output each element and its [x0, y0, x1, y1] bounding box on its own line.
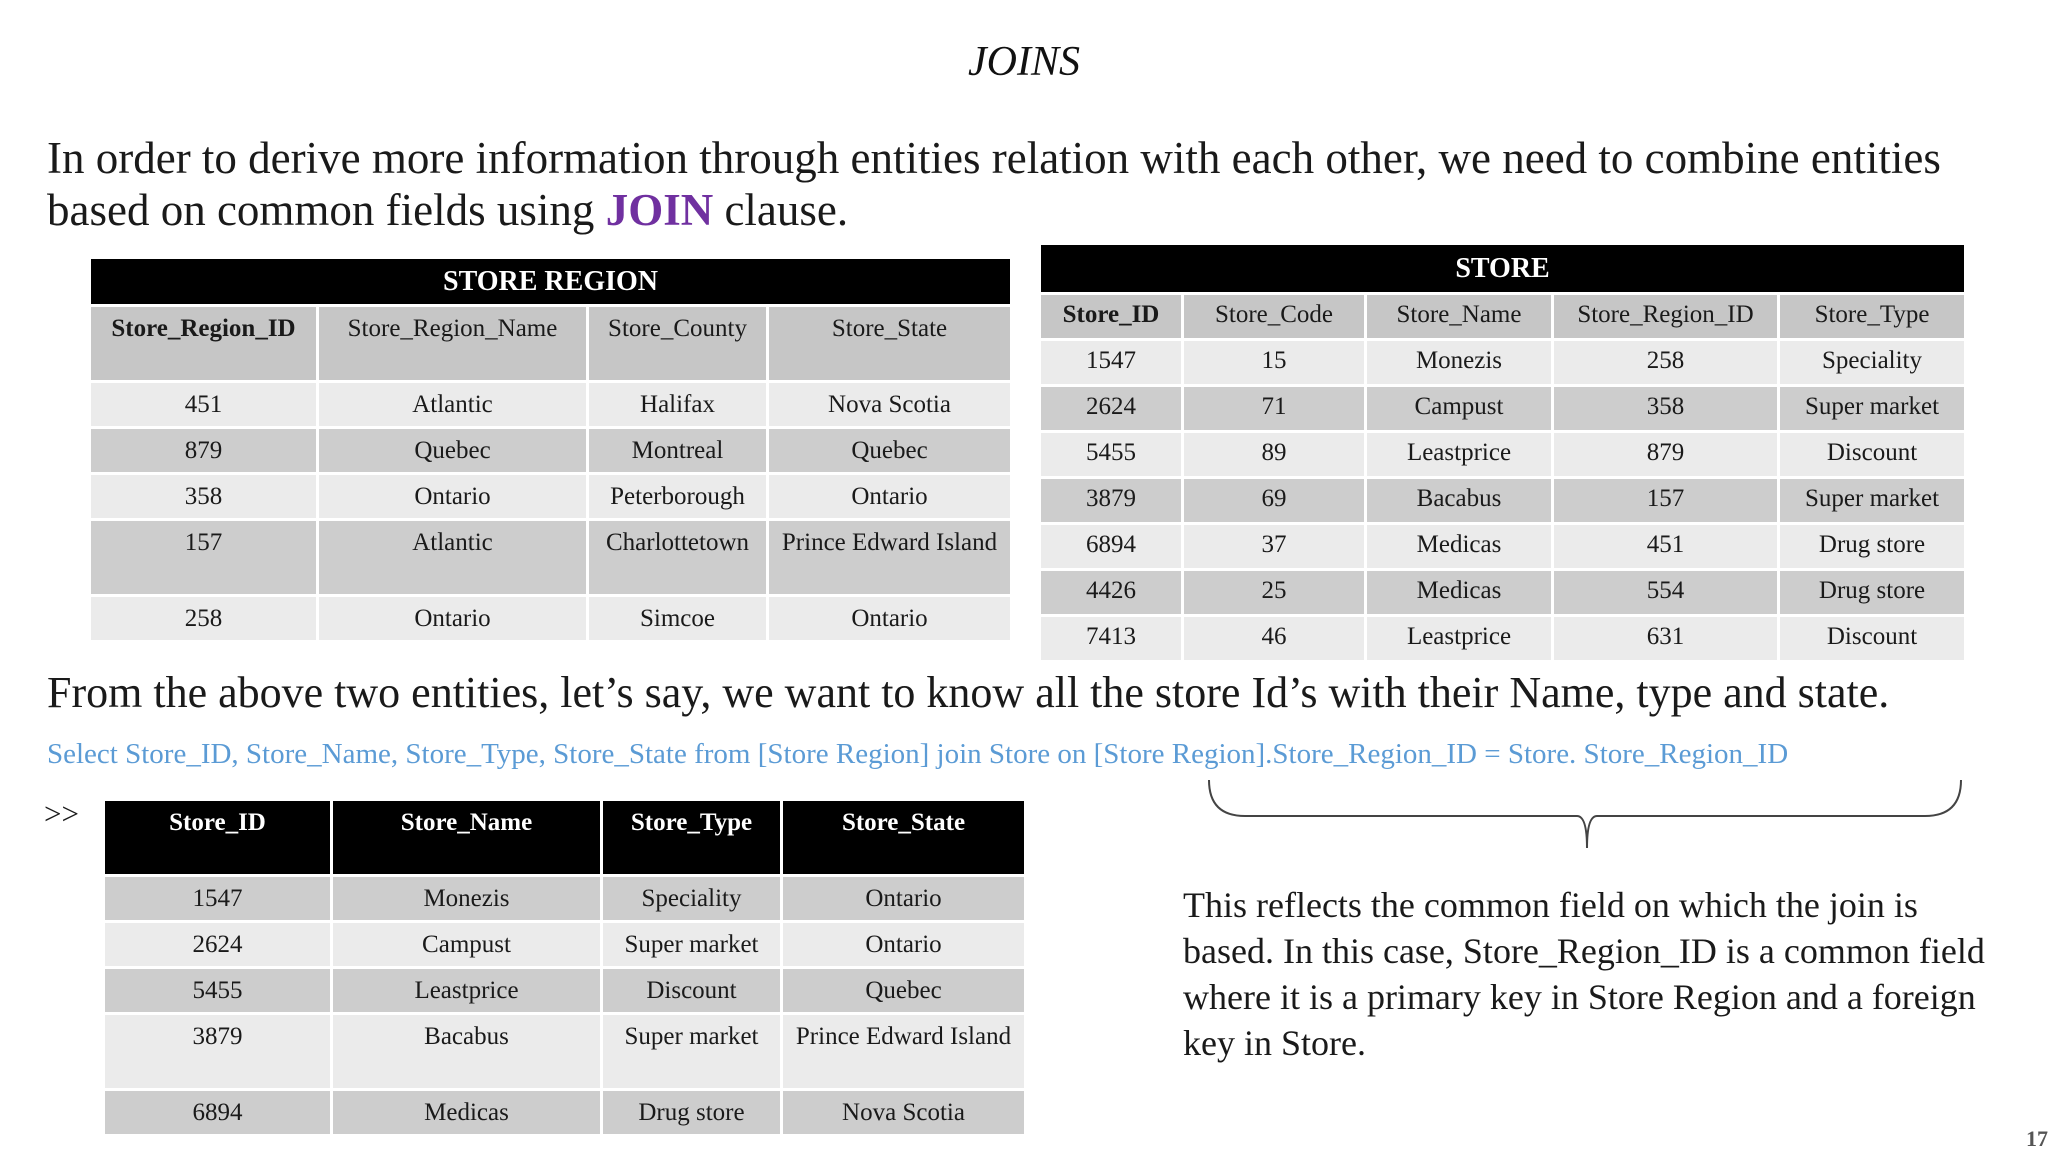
table-cell: Drug store [1779, 570, 1966, 616]
table-cell: 69 [1183, 478, 1366, 524]
table-cell: Ontario [318, 596, 588, 642]
table-cell: 5455 [104, 968, 332, 1014]
table-header-row [104, 800, 1026, 876]
table-cell: Discount [1779, 616, 1966, 662]
table-row [90, 520, 1012, 596]
table-cell: 4426 [1040, 570, 1183, 616]
table-cell: Halifax [588, 382, 768, 428]
intro-paragraph [47, 132, 2037, 236]
table-cell: Charlottetown [588, 520, 768, 596]
table-row [1040, 478, 1966, 524]
question-sentence: From the above two entities, let’s say, we want to know all the store Id’s with their Name, type and state. [47, 668, 1890, 717]
table-cell: 3879 [104, 1014, 332, 1090]
table-cell: 358 [1553, 386, 1779, 432]
table-cell: Ontario [768, 474, 1012, 520]
table-cell: 6894 [104, 1090, 332, 1136]
table-cell: Ontario [318, 474, 588, 520]
table-cell: Monezis [332, 876, 602, 922]
table-cell: 258 [90, 596, 318, 642]
table-row [1040, 570, 1966, 616]
store-region-table [88, 256, 1013, 643]
sql-query: Select Store_ID, Store_Name, Store_Type, Store_State from [Store Region] join Store on [Store Region].Store_Region_ID = Store. Store_Region_ID [47, 738, 1789, 770]
table-cell: Ontario [768, 596, 1012, 642]
table-row [104, 922, 1026, 968]
table-cell: Drug store [1779, 524, 1966, 570]
column-header: Store_Name [1366, 294, 1553, 340]
join-keyword: JOIN [605, 185, 714, 235]
table-cell: Quebec [768, 428, 1012, 474]
column-header: Store_ID [1040, 294, 1183, 340]
column-header: Store_Region_ID [1553, 294, 1779, 340]
table-cell: Bacabus [332, 1014, 602, 1090]
table-cell: Medicas [1366, 524, 1553, 570]
intro-text-after: clause. [713, 185, 849, 235]
column-header: Store_State [782, 800, 1026, 876]
table-cell: Leastprice [1366, 616, 1553, 662]
table-cell: Super market [602, 1014, 782, 1090]
table-cell: 879 [90, 428, 318, 474]
table-cell: Quebec [318, 428, 588, 474]
table-cell: 157 [90, 520, 318, 596]
table-cell: 1547 [104, 876, 332, 922]
column-header: Store_Region_Name [318, 306, 588, 382]
table-cell: 7413 [1040, 616, 1183, 662]
result-table [102, 798, 1027, 1137]
table-cell: Nova Scotia [782, 1090, 1026, 1136]
page-number: 17 [2026, 1126, 2048, 1151]
join-explanation-note: This reflects the common field on which the join is based. In this case, Store_Region_ID is a common field where it is a primary key in Store Region and a foreign key in Store. [1183, 885, 1985, 1063]
table-cell: 46 [1183, 616, 1366, 662]
table-cell: 15 [1183, 340, 1366, 386]
table-row [90, 596, 1012, 642]
table-cell: Atlantic [318, 382, 588, 428]
table-cell: Super market [602, 922, 782, 968]
column-header: Store_Region_ID [90, 306, 318, 382]
table-row [104, 1014, 1026, 1090]
table-cell: 3879 [1040, 478, 1183, 524]
column-header: Store_ID [104, 800, 332, 876]
table-cell: 25 [1183, 570, 1366, 616]
output-prompt: >> [44, 796, 79, 831]
table-cell: Peterborough [588, 474, 768, 520]
table-cell: Discount [602, 968, 782, 1014]
table-cell: Prince Edward Island [768, 520, 1012, 596]
curly-brace [1205, 776, 1965, 852]
table-cell: Campust [1366, 386, 1553, 432]
table-cell: 451 [1553, 524, 1779, 570]
table-cell: 157 [1553, 478, 1779, 524]
table-cell: Bacabus [1366, 478, 1553, 524]
column-header: Store_Name [332, 800, 602, 876]
table-cell: 554 [1553, 570, 1779, 616]
table-cell: 879 [1553, 432, 1779, 478]
table-caption-row [1040, 244, 1966, 294]
table-header-row [90, 306, 1012, 382]
table-cell: Prince Edward Island [782, 1014, 1026, 1090]
table-cell: 631 [1553, 616, 1779, 662]
table-cell: Atlantic [318, 520, 588, 596]
table-cell: 6894 [1040, 524, 1183, 570]
table-cell: Ontario [782, 876, 1026, 922]
table-cell: 89 [1183, 432, 1366, 478]
column-header: Store_County [588, 306, 768, 382]
table-cell: Discount [1779, 432, 1966, 478]
store-table [1038, 242, 1967, 663]
table-row [1040, 386, 1966, 432]
table-cell: Speciality [602, 876, 782, 922]
intro-text-before: In order to derive more information through entities relation with each other, we need to combine entities based on common fields using [47, 133, 1941, 235]
table-cell: Leastprice [1366, 432, 1553, 478]
table-row [90, 474, 1012, 520]
column-header: Store_Type [1779, 294, 1966, 340]
table-row [104, 1090, 1026, 1136]
table-row [90, 428, 1012, 474]
table-cell: Medicas [1366, 570, 1553, 616]
table-cell: Speciality [1779, 340, 1966, 386]
table-cell: Ontario [782, 922, 1026, 968]
table-row [104, 968, 1026, 1014]
table-row [1040, 616, 1966, 662]
table-cell: 5455 [1040, 432, 1183, 478]
table-cell: Nova Scotia [768, 382, 1012, 428]
table-cell: Super market [1779, 386, 1966, 432]
table-cell: 258 [1553, 340, 1779, 386]
table-cell: Simcoe [588, 596, 768, 642]
slide-title: JOINS [968, 39, 1080, 85]
column-header: Store_Type [602, 800, 782, 876]
table-cell: Monezis [1366, 340, 1553, 386]
table-cell: Leastprice [332, 968, 602, 1014]
table-caption-row [90, 258, 1012, 306]
table-cell: 358 [90, 474, 318, 520]
table-cell: 2624 [1040, 386, 1183, 432]
table-cell: Campust [332, 922, 602, 968]
table-cell: Super market [1779, 478, 1966, 524]
table-row [104, 876, 1026, 922]
column-header: Store_State [768, 306, 1012, 382]
table-cell: Montreal [588, 428, 768, 474]
table-caption: STORE [1040, 244, 1966, 294]
table-row [1040, 524, 1966, 570]
table-cell: 71 [1183, 386, 1366, 432]
table-cell: 451 [90, 382, 318, 428]
table-row [1040, 432, 1966, 478]
column-header: Store_Code [1183, 294, 1366, 340]
table-row [90, 382, 1012, 428]
table-caption: STORE REGION [90, 258, 1012, 306]
table-cell: Drug store [602, 1090, 782, 1136]
table-cell: Quebec [782, 968, 1026, 1014]
table-row [1040, 340, 1966, 386]
table-cell: 37 [1183, 524, 1366, 570]
table-header-row [1040, 294, 1966, 340]
table-cell: 2624 [104, 922, 332, 968]
table-cell: Medicas [332, 1090, 602, 1136]
table-cell: 1547 [1040, 340, 1183, 386]
